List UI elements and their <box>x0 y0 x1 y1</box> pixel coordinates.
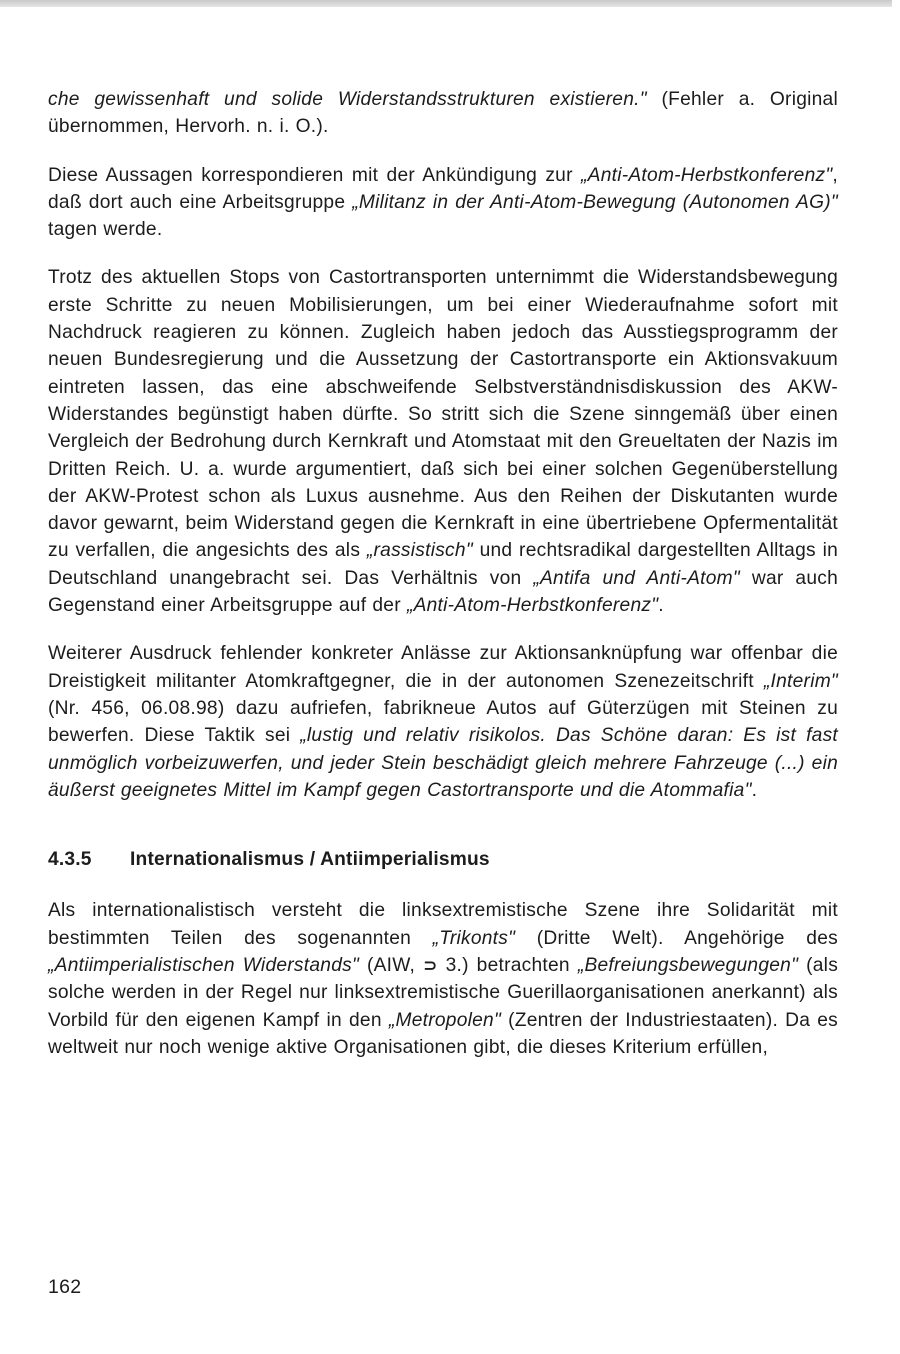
paragraph-internationalism: Als internationalistisch versteht die linksextremistische Szene ihre Solidarität mit bestimmten Teilen des sogenannten „Trikonts" (Dritte Welt). Angehörige des „Antiimperialistischen Widerstands" (AIW, ⊃ 3.) betrachten „Befreiungsbewegungen" (als solche werden in der Regel nur linksextremistische Guerillaorganisationen anerkannt) als Vorbild für den eigenen Kampf in den „Metropolen" (Zentren der Industriestaaten). Da es weltweit nur noch wenige aktive Organisationen gibt, die dieses Kriterium erfüllen, <box>48 900 839 1058</box>
paragraph-conference-announcement: Diese Aussagen korrespondieren mit der Ankündigung zur „Anti-Atom-Herbstkonferenz", daß dort auch eine Arbeitsgruppe „Militanz in der Anti-Atom-Bewegung (Autonomen AG)" tagen werde. <box>48 164 838 241</box>
page-top-edge <box>0 0 892 7</box>
section-number: 4.3.5 <box>48 849 92 871</box>
paragraph-interim-call: Weiterer Ausdruck fehlender konkreter Anlässe zur Aktionsanknüpfung war offenbar die Dreistigkeit militanter Atomkraftgegner, die in der autonomen Szenezeitschrift „Interim" (Nr. 456, 06.08.98) dazu aufriefen, fabrikneue Autos auf Güterzügen mit Steinen zu bewerfen. Diese Taktik sei „lustig und relativ risikolos. Das Schöne daran: Es ist fast unmöglich vorbeizuwerfen, und jeder Stein beschädigt gleich mehrere Fahrzeuge (...) ein äußerst geeignetes Mittel im Kampf gegen Castortransporte und die Atommafia". <box>48 643 838 801</box>
page-number: 162 <box>48 1276 82 1298</box>
paragraph-quote-continuation: che gewissenhaft und solide Widerstandsstrukturen existieren." (Fehler a. Original übernommen, Hervorh. n. i. O.). <box>48 89 838 138</box>
quote-text: che gewissenhaft und solide Widerstandsstrukturen existieren." <box>48 89 647 110</box>
document-page <box>48 86 838 1061</box>
paragraph-castor-stop: Trotz des aktuellen Stops von Castortransporten unternimmt die Widerstandsbewegung erste Schritte zu neuen Mobilisierungen, um bei einer Wiederaufnahme sofort mit Nachdruck reagieren zu können. Zugleich haben jedoch das Ausstiegsprogramm der neuen Bundesregierung und die Aussetzung der Castortransporte ein Aktionsvakuum eintreten lassen, das eine abschweifende Selbstverständnisdiskussion des AKW-Widerstandes begünstigt haben dürfte. So stritt sich die Szene sinngemäß über einen Vergleich der Bedrohung durch Kernkraft und Atomstaat mit den Greueltaten der Nazis im Dritten Reich. U. a. wurde argumentiert, daß sich bei einer solchen Gegenüberstellung der AKW-Protest schon als Luxus ausnehme. Aus den Reihen der Diskutanten wurde davor gewarnt, beim Widerstand gegen die Kernkraft in eine übertriebene Opfermentalität zu verfallen, die angesichts des als „rassistisch" und rechtsradikal dargestellten Alltags in Deutschland unangebracht sei. Das Verhältnis von „Antifa und Anti-Atom" war auch Gegenstand einer Arbeitsgruppe auf der „Anti-Atom-Herbstkonferenz". <box>48 267 839 617</box>
cross-reference-arrow-icon: ⊃ <box>423 956 438 976</box>
section-heading <box>48 846 838 873</box>
section-title: Internationalismus / Antiimperialismus <box>130 849 490 871</box>
